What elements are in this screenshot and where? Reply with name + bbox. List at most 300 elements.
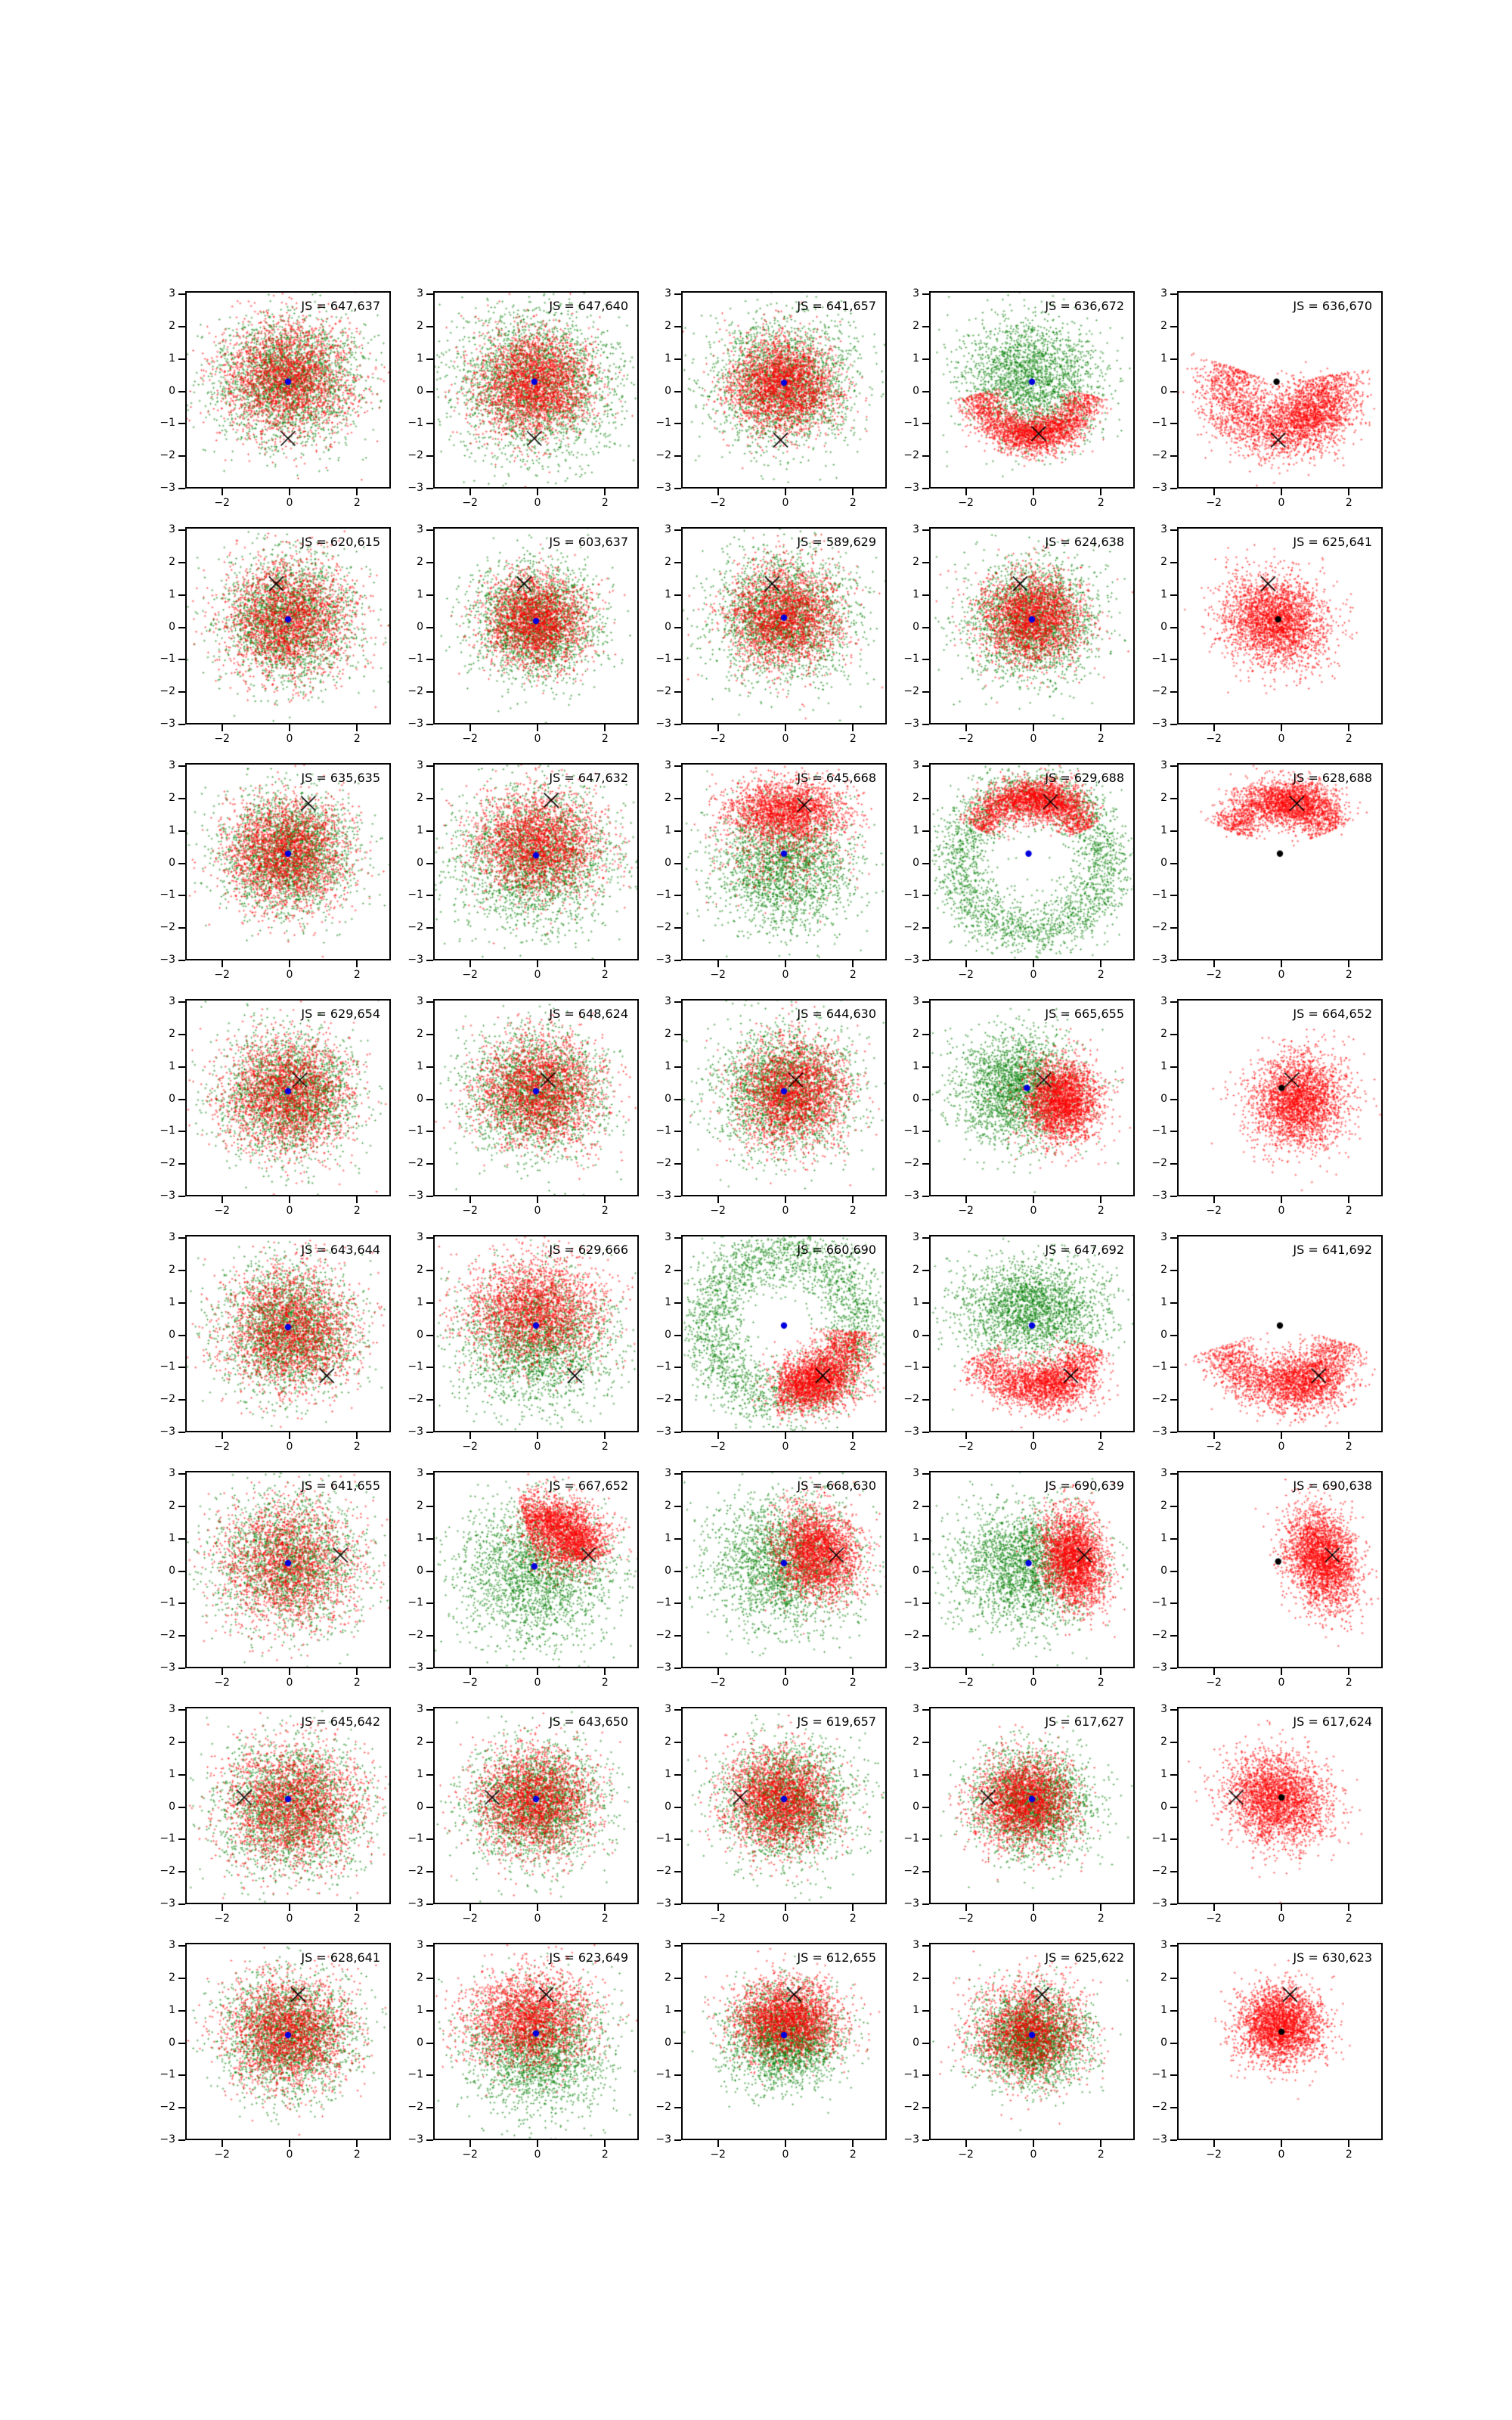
- plot-title: JS = 628,641: [301, 1950, 380, 1965]
- x-tick-label: −2: [1206, 733, 1222, 745]
- y-tick: [922, 863, 929, 864]
- y-tick: [1170, 391, 1177, 392]
- x-tick: [356, 1432, 358, 1439]
- y-tick-label: 1: [417, 1767, 423, 1780]
- x-tick-label: −2: [1206, 969, 1222, 981]
- x-tick: [469, 1668, 471, 1675]
- x-tick: [1281, 960, 1282, 967]
- y-tick: [426, 358, 433, 360]
- y-tick: [674, 1196, 681, 1197]
- subplot-r6c1: [160, 1467, 391, 1689]
- subplot-r6c3: [655, 1467, 887, 1689]
- y-tick-label: −1: [1151, 653, 1167, 666]
- y-tick-label: 1: [169, 1531, 175, 1544]
- y-tick: [674, 1602, 681, 1604]
- x-tick-label: 2: [849, 1677, 857, 1689]
- y-tick-label: −2: [407, 2101, 423, 2114]
- y-tick-label: 0: [912, 1564, 919, 1577]
- y-tick-label: 2: [1160, 1263, 1167, 1276]
- scatter-canvas-r2c3: [683, 529, 885, 723]
- y-tick-label: 2: [417, 1735, 423, 1748]
- y-tick-label: 0: [169, 384, 175, 397]
- y-tick-label: −1: [160, 417, 175, 430]
- x-tick: [1033, 2140, 1034, 2147]
- scatter-canvas-r8c2: [435, 1944, 637, 2139]
- x-tick: [852, 1904, 854, 1911]
- x-tick-label: −2: [462, 1913, 478, 1925]
- x-tick: [469, 1904, 471, 1911]
- y-tick-label: −2: [903, 2101, 919, 2114]
- x-tick-label: −2: [214, 1677, 230, 1689]
- y-tick-label: 1: [1160, 1060, 1167, 1072]
- y-tick: [178, 1602, 185, 1604]
- x-tick-label: 0: [534, 1441, 541, 1453]
- x-tick-label: 0: [1030, 1677, 1037, 1689]
- x-tick: [965, 960, 967, 967]
- x-tick: [604, 1432, 606, 1439]
- y-tick-label: 0: [1160, 1328, 1167, 1341]
- subplot-r1c4: [903, 287, 1135, 509]
- y-tick: [1170, 2010, 1177, 2012]
- y-tick-label: −3: [407, 2133, 423, 2145]
- x-tick: [537, 489, 538, 495]
- y-tick: [1170, 1506, 1177, 1507]
- x-tick-label: 2: [1097, 1205, 1105, 1217]
- y-tick: [1170, 529, 1177, 531]
- y-tick-label: 1: [1160, 2003, 1167, 2016]
- y-tick-label: −1: [407, 1832, 423, 1845]
- y-tick: [426, 1196, 433, 1197]
- x-tick-label: 2: [1345, 1205, 1352, 1217]
- y-tick-label: 3: [417, 1939, 423, 1951]
- subplot-r3c2: [407, 759, 639, 981]
- x-tick: [717, 489, 719, 495]
- y-tick: [426, 1302, 433, 1304]
- x-tick-label: −2: [214, 2149, 230, 2161]
- subplot-r5c1: [160, 1231, 391, 1453]
- y-tick-label: 2: [665, 555, 671, 568]
- y-tick: [1170, 1066, 1177, 1068]
- y-tick: [178, 1399, 185, 1401]
- y-tick-label: 2: [169, 1971, 175, 1984]
- y-tick: [1170, 724, 1177, 725]
- y-tick-label: 3: [912, 1939, 919, 1951]
- y-tick: [674, 1034, 681, 1035]
- y-tick-label: −3: [1151, 482, 1167, 494]
- y-tick: [1170, 1838, 1177, 1840]
- x-tick-label: 2: [353, 1677, 361, 1689]
- y-tick-label: 1: [169, 588, 175, 600]
- scatter-canvas-r2c1: [187, 529, 389, 723]
- plot-title: JS = 617,624: [1293, 1714, 1372, 1729]
- y-tick: [922, 2107, 929, 2108]
- y-tick: [922, 927, 929, 929]
- x-tick-label: −2: [958, 1913, 974, 1925]
- y-tick-label: −3: [903, 482, 919, 494]
- y-tick: [922, 1774, 929, 1776]
- x-tick-label: −2: [710, 969, 726, 981]
- x-tick: [222, 1668, 223, 1675]
- x-tick-label: −2: [710, 2149, 726, 2161]
- y-tick-label: −1: [160, 1832, 175, 1845]
- y-tick: [426, 1602, 433, 1604]
- x-tick-label: −2: [214, 1205, 230, 1217]
- subplot-r6c4: [903, 1467, 1135, 1689]
- scatter-canvas-r8c3: [683, 1944, 885, 2139]
- x-tick-label: 2: [1345, 1677, 1352, 1689]
- y-tick: [178, 1506, 185, 1507]
- subplot-r6c2: [407, 1467, 639, 1689]
- y-tick: [674, 1001, 681, 1003]
- y-tick: [922, 293, 929, 295]
- y-tick: [1170, 1367, 1177, 1368]
- y-tick-label: 0: [1160, 1564, 1167, 1577]
- y-tick-label: −3: [407, 718, 423, 730]
- plot-title: JS = 668,630: [797, 1478, 876, 1493]
- y-tick: [178, 2043, 185, 2044]
- y-tick: [178, 1099, 185, 1100]
- x-tick-label: 0: [1030, 969, 1037, 981]
- x-tick-label: 0: [782, 733, 789, 745]
- x-tick: [1281, 489, 1282, 495]
- scatter-canvas-r4c1: [187, 1001, 389, 1195]
- subplot-r1c1: [160, 287, 391, 509]
- y-tick: [426, 1131, 433, 1132]
- x-tick-label: 2: [1097, 2149, 1105, 2161]
- y-tick: [1170, 1538, 1177, 1540]
- y-tick: [1170, 1807, 1177, 1808]
- y-tick: [426, 1099, 433, 1100]
- y-tick-label: 1: [665, 1531, 671, 1544]
- x-tick-label: 2: [1345, 1441, 1352, 1453]
- x-tick-label: 2: [353, 1441, 361, 1453]
- y-tick-label: 3: [169, 995, 175, 1007]
- y-tick-label: 2: [665, 1971, 671, 1984]
- plot-title: JS = 623,649: [549, 1950, 628, 1965]
- y-tick-label: −2: [903, 449, 919, 462]
- y-tick: [922, 765, 929, 767]
- subplot-r3c3: [655, 759, 887, 981]
- y-tick: [922, 1034, 929, 1035]
- x-tick: [785, 1196, 786, 1203]
- y-tick: [178, 2139, 185, 2141]
- subplot-r3c5: [1151, 759, 1383, 981]
- y-tick-label: 1: [169, 1295, 175, 1308]
- y-tick: [1170, 1668, 1177, 1669]
- x-tick-label: −2: [1206, 1205, 1222, 1217]
- y-tick: [1170, 1774, 1177, 1776]
- y-tick-label: 3: [169, 523, 175, 535]
- y-tick-label: 3: [417, 1467, 423, 1479]
- x-tick-label: 2: [601, 1441, 609, 1453]
- y-tick: [1170, 358, 1177, 360]
- y-tick-label: 0: [417, 1092, 423, 1105]
- y-tick-label: −2: [160, 1629, 175, 1642]
- x-tick-label: 2: [353, 1913, 361, 1925]
- y-tick: [922, 455, 929, 457]
- y-tick: [922, 1571, 929, 1572]
- y-tick: [922, 1871, 929, 1872]
- y-tick: [674, 423, 681, 424]
- x-tick-label: 2: [1097, 969, 1105, 981]
- y-tick-label: 3: [665, 1939, 671, 1951]
- y-tick: [426, 1399, 433, 1401]
- y-tick-label: −3: [903, 1426, 919, 1438]
- scatter-canvas-r5c5: [1179, 1236, 1381, 1431]
- x-tick: [1100, 1432, 1101, 1439]
- y-tick-label: −1: [1151, 2068, 1167, 2081]
- y-tick: [426, 2074, 433, 2076]
- x-tick: [1100, 960, 1101, 967]
- x-tick-label: 0: [1278, 1441, 1285, 1453]
- scatter-canvas-r6c1: [187, 1472, 389, 1667]
- x-tick: [469, 1432, 471, 1439]
- x-tick: [1348, 2140, 1349, 2147]
- y-tick-label: −3: [1151, 1190, 1167, 1202]
- y-tick-label: 1: [417, 824, 423, 836]
- y-tick-label: 2: [417, 1263, 423, 1276]
- y-tick-label: −2: [903, 1393, 919, 1406]
- y-tick: [674, 724, 681, 725]
- y-tick-label: −2: [655, 685, 671, 698]
- subplot-r4c4: [903, 995, 1135, 1217]
- y-tick-label: 2: [912, 1499, 919, 1512]
- x-tick-label: 0: [534, 1205, 541, 1217]
- y-tick: [178, 659, 185, 660]
- plot-title: JS = 641,655: [301, 1478, 380, 1493]
- y-tick-label: −2: [655, 1157, 671, 1170]
- y-tick: [1170, 895, 1177, 896]
- x-tick: [356, 489, 358, 495]
- scatter-canvas-r1c2: [435, 293, 637, 487]
- x-tick: [785, 1668, 786, 1675]
- y-tick: [426, 1871, 433, 1872]
- y-tick: [922, 1473, 929, 1475]
- y-tick: [922, 423, 929, 424]
- y-tick: [674, 1131, 681, 1132]
- y-tick-label: −3: [407, 1897, 423, 1910]
- y-tick: [674, 391, 681, 392]
- y-tick: [674, 455, 681, 457]
- y-tick: [1170, 627, 1177, 628]
- y-tick-label: −3: [407, 482, 423, 494]
- y-tick-label: 2: [1160, 1971, 1167, 1984]
- y-tick: [674, 1399, 681, 1401]
- y-tick: [922, 2139, 929, 2141]
- y-tick-label: 0: [169, 1328, 175, 1341]
- y-tick: [674, 1163, 681, 1165]
- y-tick-label: 1: [912, 588, 919, 600]
- y-tick: [674, 2139, 681, 2141]
- y-tick-label: 2: [169, 1027, 175, 1040]
- x-tick: [1100, 2140, 1101, 2147]
- y-tick-label: −2: [160, 1865, 175, 1878]
- y-tick-label: 1: [665, 588, 671, 600]
- y-tick-label: 2: [169, 1735, 175, 1748]
- y-tick-label: −3: [1151, 1897, 1167, 1910]
- y-tick: [922, 562, 929, 563]
- x-tick-label: 0: [534, 1913, 541, 1925]
- plot-title: JS = 644,630: [797, 1007, 876, 1021]
- y-tick-label: 2: [417, 555, 423, 568]
- x-tick: [604, 960, 606, 967]
- y-tick-label: 3: [665, 1231, 671, 1243]
- y-tick: [1170, 1571, 1177, 1572]
- y-tick-label: 0: [912, 384, 919, 397]
- y-tick-label: 3: [169, 1467, 175, 1479]
- plot-title: JS = 645,642: [301, 1714, 380, 1729]
- y-tick: [1170, 1034, 1177, 1035]
- y-tick: [922, 1709, 929, 1711]
- y-tick-label: −1: [655, 1125, 671, 1137]
- y-tick: [674, 895, 681, 896]
- y-tick: [426, 1473, 433, 1475]
- y-tick: [1170, 960, 1177, 961]
- y-tick: [178, 488, 185, 489]
- scatter-canvas-r6c4: [931, 1472, 1133, 1667]
- x-tick-label: −2: [710, 1441, 726, 1453]
- y-tick: [922, 1237, 929, 1239]
- y-tick: [178, 1774, 185, 1776]
- y-tick-label: 1: [169, 352, 175, 365]
- y-tick-label: 2: [417, 1499, 423, 1512]
- y-tick: [178, 326, 185, 327]
- x-tick-label: 2: [353, 733, 361, 745]
- scatter-canvas-r5c3: [683, 1236, 885, 1431]
- y-tick: [922, 960, 929, 961]
- subplot-r1c2: [407, 287, 639, 509]
- y-tick: [674, 326, 681, 327]
- y-tick-label: −1: [655, 1832, 671, 1845]
- x-tick: [785, 724, 786, 731]
- y-tick: [178, 2010, 185, 2012]
- x-tick-label: 0: [1278, 497, 1285, 509]
- x-tick-label: −2: [958, 733, 974, 745]
- plot-title: JS = 629,654: [301, 1007, 380, 1021]
- x-tick-label: −2: [214, 969, 230, 981]
- y-tick: [1170, 1196, 1177, 1197]
- y-tick: [1170, 1473, 1177, 1475]
- y-tick-label: −1: [903, 889, 919, 901]
- x-tick-label: 2: [1345, 1913, 1352, 1925]
- y-tick: [922, 529, 929, 531]
- x-tick: [965, 724, 967, 731]
- y-tick: [1170, 2107, 1177, 2108]
- x-tick-label: 0: [782, 1913, 789, 1925]
- subplot-r7c3: [655, 1703, 887, 1925]
- y-tick: [1170, 594, 1177, 596]
- y-tick: [674, 1302, 681, 1304]
- y-tick-label: −2: [655, 921, 671, 934]
- y-tick-label: 3: [1160, 1231, 1167, 1243]
- y-tick-label: −2: [407, 685, 423, 698]
- y-tick: [922, 1978, 929, 1979]
- y-tick: [1170, 455, 1177, 457]
- x-tick: [1213, 1196, 1215, 1203]
- x-tick: [785, 960, 786, 967]
- y-tick: [922, 326, 929, 327]
- y-tick: [426, 2139, 433, 2141]
- y-tick-label: 2: [417, 1027, 423, 1040]
- subplot-r8c1: [160, 1939, 391, 2161]
- y-tick: [426, 562, 433, 563]
- y-tick-label: 2: [417, 319, 423, 332]
- y-tick: [426, 326, 433, 327]
- x-tick-label: −2: [1206, 1913, 1222, 1925]
- y-tick: [178, 1473, 185, 1475]
- x-tick-label: 2: [849, 2149, 857, 2161]
- y-tick: [674, 1807, 681, 1808]
- y-tick: [922, 1432, 929, 1433]
- x-tick-label: −2: [958, 2149, 974, 2161]
- y-tick: [674, 1838, 681, 1840]
- x-tick-label: 0: [782, 497, 789, 509]
- x-tick-label: 2: [849, 497, 857, 509]
- y-tick-label: 1: [1160, 588, 1167, 600]
- y-tick-label: −1: [407, 2068, 423, 2081]
- y-tick: [922, 1807, 929, 1808]
- scatter-canvas-r8c1: [187, 1944, 389, 2139]
- y-tick-label: −1: [407, 417, 423, 430]
- y-tick-label: −2: [160, 2101, 175, 2114]
- x-tick: [356, 1904, 358, 1911]
- y-tick-label: 3: [665, 287, 671, 299]
- subplot-r7c4: [903, 1703, 1135, 1925]
- y-tick: [1170, 691, 1177, 693]
- scatter-canvas-r4c2: [435, 1001, 637, 1195]
- y-tick-label: 0: [665, 2036, 671, 2049]
- plot-title: JS = 648,624: [549, 1007, 628, 1021]
- y-tick: [426, 830, 433, 832]
- y-tick-label: −3: [903, 718, 919, 730]
- y-tick-label: −1: [655, 417, 671, 430]
- subplot-r3c1: [160, 759, 391, 981]
- y-tick-label: −2: [655, 1393, 671, 1406]
- y-tick: [922, 594, 929, 596]
- plot-title: JS = 603,637: [549, 535, 628, 549]
- y-tick: [674, 1335, 681, 1336]
- y-tick-label: 1: [912, 1767, 919, 1780]
- x-tick-label: 2: [601, 733, 609, 745]
- x-tick-label: −2: [958, 1677, 974, 1689]
- x-tick-label: −2: [710, 497, 726, 509]
- y-tick-label: 3: [1160, 1939, 1167, 1951]
- scatter-canvas-r1c5: [1179, 293, 1381, 487]
- y-tick: [426, 1978, 433, 1979]
- y-tick-label: −3: [407, 1190, 423, 1202]
- subplot-r8c5: [1151, 1939, 1383, 2161]
- y-tick-label: −2: [160, 921, 175, 934]
- x-tick-label: 2: [1097, 733, 1105, 745]
- y-tick-label: 3: [1160, 287, 1167, 299]
- y-tick-label: −1: [1151, 1125, 1167, 1137]
- y-tick: [674, 293, 681, 295]
- x-tick: [852, 724, 854, 731]
- x-tick: [356, 724, 358, 731]
- plot-title: JS = 690,639: [1045, 1478, 1124, 1493]
- y-tick-label: 2: [912, 1027, 919, 1040]
- subplot-r5c4: [903, 1231, 1135, 1453]
- y-tick-label: 2: [417, 791, 423, 804]
- y-tick: [178, 529, 185, 531]
- y-tick: [922, 1163, 929, 1165]
- y-tick-label: −1: [655, 889, 671, 901]
- subplot-r2c5: [1151, 523, 1383, 745]
- y-tick-label: −2: [655, 1865, 671, 1878]
- x-tick-label: 0: [782, 969, 789, 981]
- y-tick: [1170, 798, 1177, 799]
- y-tick-label: 1: [169, 2003, 175, 2016]
